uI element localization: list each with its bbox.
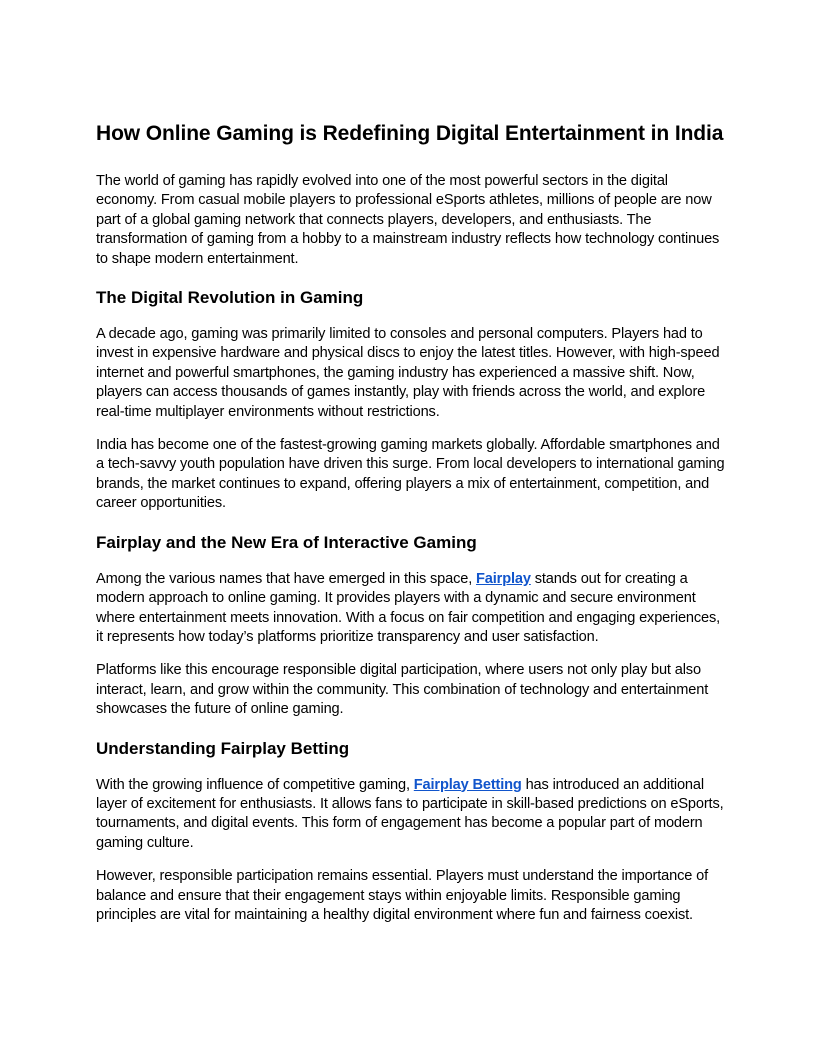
section-paragraph — [96, 570, 726, 648]
intro-paragraph: The world of gaming has rapidly evolved into one of the most powerful sectors in the digital economy. From casual mobile players to professional eSports athletes, millions of people are now part of a global gaming network that connects players, developers, and enthusiasts. The transformation of gaming from a hobby to a mainstream industry reflects how technology continues to shape modern entertainment. — [96, 173, 720, 267]
paragraph-text: Among the various names that have emerged in this space, — [96, 570, 477, 587]
section-paragraph — [96, 776, 726, 854]
section-paragraph: However, responsible participation remains essential. Players must understand the importance of balance and ensure that their engagement stays within enjoyable limits. Responsible gaming principles are vital for maintaining a healthy digital environment where fun and fairness coexist. — [96, 868, 708, 923]
section-heading-digital-revolution: The Digital Revolution in Gaming — [96, 288, 364, 308]
section-heading-fairplay-new-era: Fairplay and the New Era of Interactive Gaming — [96, 532, 477, 552]
section-paragraph: India has become one of the fastest-growing gaming markets globally. Affordable smartphones and a tech-savvy youth population have driven this surge. From local developers to international gaming brands, the market continues to expand, offering players a mix of entertainment, competition, and career opportunities. — [96, 437, 725, 512]
fairplay-link[interactable]: Fairplay — [476, 570, 531, 587]
fairplay-betting-link[interactable]: Fairplay Betting — [413, 776, 522, 793]
section-paragraph: A decade ago, gaming was primarily limited to consoles and personal computers. Players had to invest in expensive hardware and physical discs to enjoy the latest titles. However, with high-speed internet and powerful smartphones, the gaming industry has experienced a massive shift. Now, players can access thousands of games instantly, play with friends across the world, and explore real-time multiplayer environments without restrictions. — [96, 326, 720, 420]
paragraph-text: With the growing influence of competitive gaming, — [96, 776, 414, 793]
paragraph-text: has introduced an additional layer of excitement for enthusiasts. It allows fans to participate in skill-based predictions on eSports, tournaments, and digital events. This form of engagement has become a popular part of modern gaming culture. — [96, 776, 724, 851]
paragraph-text: stands out for creating a modern approach to online gaming. It provides players with a dynamic and secure environment where entertainment meets innovation. With a focus on fair competition and engaging experiences, it represents how today’s platforms prioritize transparency and user satisfaction. — [96, 570, 721, 645]
document-page — [96, 118, 726, 939]
section-heading-fairplay-betting: Understanding Fairplay Betting — [96, 738, 350, 758]
document-title: How Online Gaming is Redefining Digital Entertainment in India — [96, 122, 724, 145]
section-paragraph: Platforms like this encourage responsible digital participation, where users not only play but also interact, learn, and grow within the community. This combination of technology and entertainment showcases the future of online gaming. — [96, 662, 709, 718]
